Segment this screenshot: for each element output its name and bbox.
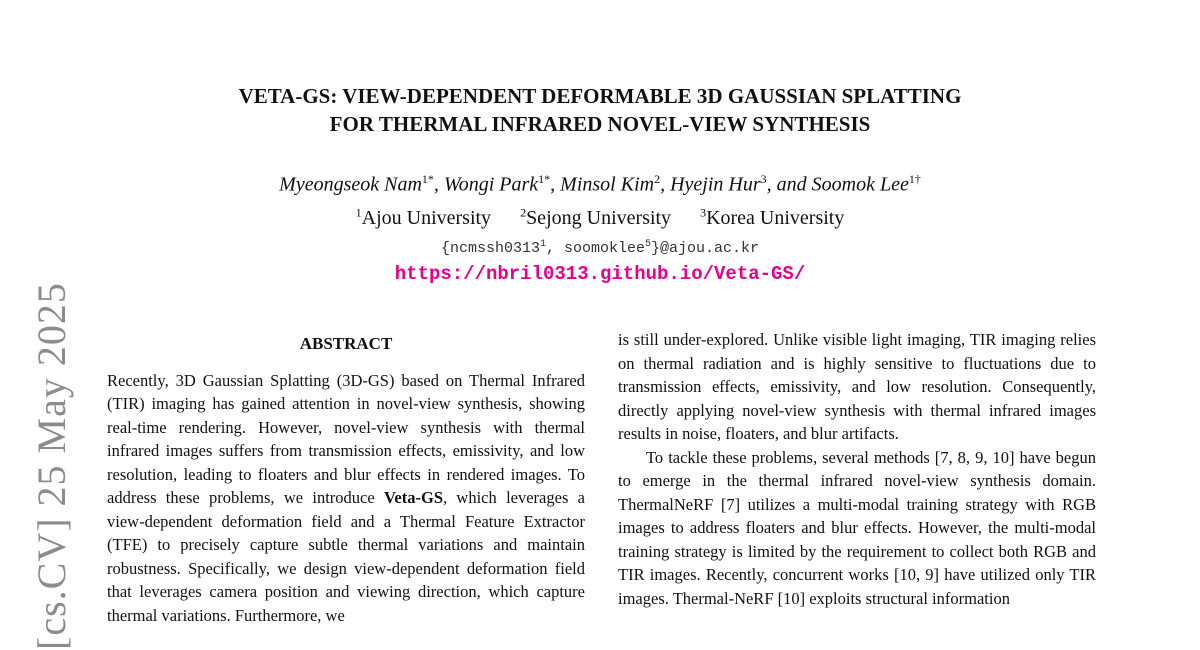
- author-mark: 1*: [538, 172, 551, 186]
- affiliation-name: Sejong University: [526, 207, 672, 230]
- author-name: Wongi Park: [443, 173, 539, 196]
- author-separator: ,: [433, 173, 444, 196]
- affiliation-item: [356, 207, 491, 229]
- email-part: }@ajou.ac.kr: [651, 240, 760, 258]
- author-name: Hyejin Hur: [670, 173, 761, 196]
- affiliation-item: [520, 207, 671, 229]
- method-name: Veta-GS: [384, 488, 443, 507]
- abstract-text-part: Recently, 3D Gaussian Splatting (3D-GS) based on Thermal Infrared (TIR) imaging has gained attention in novel-view synthesis, showing real-time rendering. However, novel-view synthesis with thermal infrared images suffers from transmission effects, emissivity, and low resolution, leading to floaters and blur effects in rendered images. To address these problems, we introduce: [107, 370, 585, 507]
- intro-paragraph-2: To tackle these problems, several methods [7, 8, 9, 10] have begun to emerge in the thermal infrared novel-view synthesis domain. ThermalNeRF [7] utilizes a multi-modal training strategy with RGB images to address floaters and blur effects. However, the multi-modal training strategy is limited by the requirement to collect both RGB and TIR images. Recently, concurrent works [10, 9] have utilized only TIR images. Thermal-NeRF [10] exploits structural information: [618, 447, 1096, 608]
- intro-paragraph-1: is still under-explored. Unlike visible light imaging, TIR imaging relies on thermal radiation and is highly sensitive to fluctuations due to transmission effects, emissivity, and low resolution. Consequently, directly applying novel-view synthesis with thermal infrared images results in noise, floaters, and blur artifacts.: [618, 330, 1096, 443]
- author-emails: [0, 233, 1200, 261]
- abstract-text-part: , which leverages a view-dependent deformation field and a Thermal Feature Extractor (TFE) to precisely capture subtle thermal variations and maintain robustness. Specifically, we design view-dependent deformation field that leverages camera position and viewing direction, which capture thermal variations. Furthermore, we: [107, 488, 585, 625]
- affiliation-list: [0, 198, 1200, 234]
- author-name: Minsol Kim: [560, 173, 655, 196]
- abstract-text: [107, 369, 585, 628]
- affiliation-mark: 2: [520, 205, 527, 220]
- paper-title: [0, 82, 1200, 138]
- right-column: [618, 328, 1096, 610]
- author-mark: 3: [760, 172, 767, 186]
- left-column: [107, 328, 585, 627]
- author-mark: 2: [654, 172, 661, 186]
- project-url-link[interactable]: https://nbril0313.github.io/Veta-GS/: [394, 263, 806, 286]
- email-part: , soomoklee: [545, 240, 646, 258]
- email-mark: 5: [645, 239, 652, 251]
- arxiv-side-stamp: [cs.CV] 25 May 2025: [29, 282, 74, 650]
- affiliation-name: Ajou University: [361, 207, 492, 230]
- author-mark: 1†: [908, 172, 921, 186]
- paper-header: [0, 82, 1200, 287]
- author-separator: , and: [766, 173, 812, 196]
- affiliation-name: Korea University: [706, 207, 845, 230]
- email-part: {ncmssh0313: [440, 240, 540, 258]
- author-name: Myeongseok Nam: [279, 173, 422, 196]
- title-line-2: FOR THERMAL INFRARED NOVEL-VIEW SYNTHESIS: [329, 112, 871, 136]
- author-mark: 1*: [421, 172, 434, 186]
- affiliation-mark: 3: [700, 205, 707, 220]
- author-name: Soomok Lee: [811, 173, 909, 196]
- author-separator: ,: [550, 173, 561, 196]
- affiliation-item: [700, 207, 844, 229]
- title-line-1: VETA-GS: VIEW-DEPENDENT DEFORMABLE 3D GAUSSIAN SPLATTING: [238, 84, 962, 108]
- email-mark: 1: [539, 239, 546, 251]
- abstract-heading: ABSTRACT: [299, 334, 393, 353]
- author-list: [0, 166, 1200, 198]
- affiliation-mark: 1: [355, 205, 362, 220]
- author-separator: ,: [660, 173, 671, 196]
